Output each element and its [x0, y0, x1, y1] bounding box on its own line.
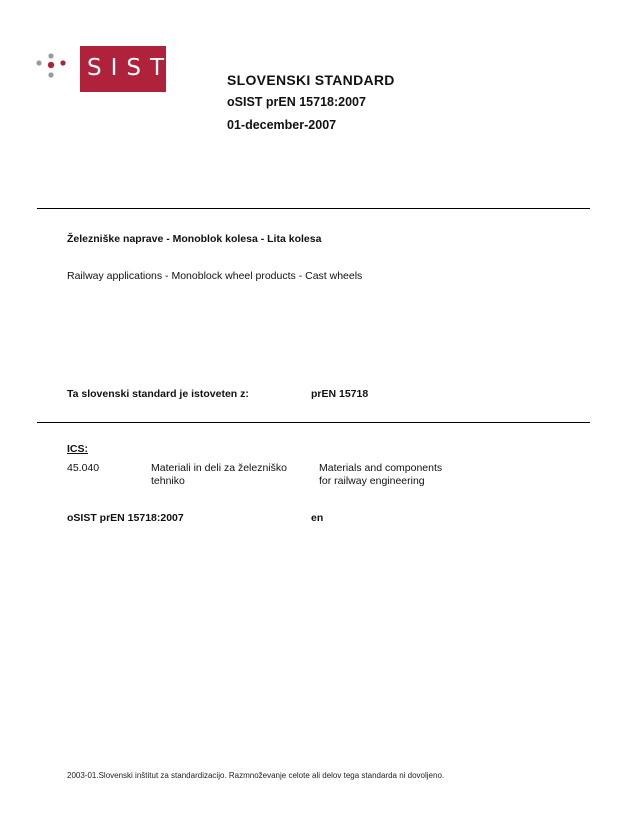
standard-code: oSIST prEN 15718:2007 [227, 95, 366, 109]
divider-top [37, 208, 590, 209]
designation-language: en [311, 512, 324, 524]
identical-value: prEN 15718 [311, 388, 369, 400]
logo-dots-icon [34, 51, 70, 85]
ics-desc-sl-line2: tehniko [151, 475, 185, 487]
identical-label: Ta slovenski standard je istoveten z: [67, 388, 249, 400]
sist-logo: SIST [80, 46, 166, 92]
title-english: Railway applications - Monoblock wheel products - Cast wheels [67, 270, 363, 282]
divider-middle [37, 422, 590, 423]
ics-code: 45.040 [67, 462, 100, 474]
standard-type: SLOVENSKI STANDARD [227, 72, 395, 88]
copyright-footer: 2003-01.Slovenski inštitut za standardizacijo. Razmnoževanje celote ali delov tega standarda ni dovoljeno. [67, 771, 445, 780]
ics-desc-en-line1: Materials and components [319, 462, 443, 474]
ics-desc-en-line2: for railway engineering [319, 475, 425, 487]
designation-code: oSIST prEN 15718:2007 [67, 512, 184, 524]
standard-date: 01-december-2007 [227, 118, 337, 132]
title-slovenian: Železniške naprave - Monoblok kolesa - Lita kolesa [67, 233, 322, 245]
ics-desc-sl-line1: Materiali in deli za železniško [151, 462, 287, 474]
ics-heading: ICS: [67, 443, 88, 455]
